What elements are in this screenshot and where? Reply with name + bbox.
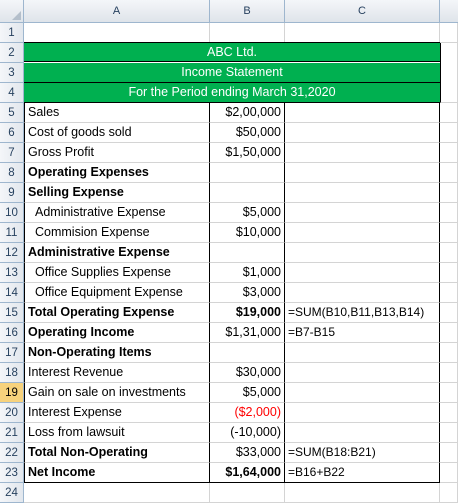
formula-note[interactable]: =B7-B15 — [285, 323, 440, 343]
line-item-value[interactable] — [210, 163, 285, 183]
row-header-10[interactable]: 10 — [0, 203, 24, 223]
formula-note[interactable] — [285, 123, 440, 143]
column-header-bar — [0, 0, 458, 23]
cell-d-empty[interactable] — [440, 363, 458, 383]
formula-note[interactable]: =SUM(B18:B21) — [285, 443, 440, 463]
cell-d-empty[interactable] — [440, 403, 458, 423]
formula-note[interactable]: =B16+B22 — [285, 463, 440, 483]
row-header-18[interactable]: 18 — [0, 363, 24, 383]
cell-c1[interactable] — [285, 23, 440, 43]
line-item-label[interactable]: Net Income — [24, 463, 210, 483]
line-item-value[interactable]: $1,000 — [210, 263, 285, 283]
line-item-value[interactable] — [210, 243, 285, 263]
row-header-17[interactable]: 17 — [0, 343, 24, 363]
cell-b1[interactable] — [210, 23, 285, 43]
formula-note[interactable] — [285, 183, 440, 203]
line-item-label[interactable]: Commision Expense — [24, 223, 210, 243]
cell-d-empty[interactable] — [440, 443, 458, 463]
cell-d-empty[interactable] — [440, 343, 458, 363]
formula-note[interactable] — [285, 243, 440, 263]
cell-d-empty[interactable] — [440, 223, 458, 243]
line-item-label[interactable]: Sales — [24, 103, 210, 123]
row-header-2[interactable]: 2 — [0, 43, 24, 63]
line-item-value[interactable]: $5,000 — [210, 383, 285, 403]
column-header-b[interactable]: B — [210, 0, 285, 23]
row-header-9[interactable]: 9 — [0, 183, 24, 203]
column-header-d[interactable] — [440, 0, 458, 23]
line-item-label[interactable]: Total Operating Expense — [24, 303, 210, 323]
column-header-a[interactable]: A — [24, 0, 210, 23]
cell-a24[interactable] — [24, 483, 210, 503]
cell-d-empty[interactable] — [440, 283, 458, 303]
row-header-19[interactable]: 19 — [0, 383, 24, 403]
line-item-label[interactable]: Gross Profit — [24, 143, 210, 163]
row-header-23[interactable]: 23 — [0, 463, 24, 483]
cell-d-empty[interactable] — [440, 143, 458, 163]
cell-d24[interactable] — [440, 483, 458, 503]
company-name-cell[interactable]: ABC Ltd. — [24, 42, 440, 62]
row-header-14[interactable]: 14 — [0, 283, 24, 303]
row-header-5[interactable]: 5 — [0, 103, 24, 123]
cell-d1[interactable] — [440, 23, 458, 43]
cell-d-empty[interactable] — [440, 383, 458, 403]
cell-d-empty[interactable] — [440, 183, 458, 203]
cell-d-empty[interactable] — [440, 123, 458, 143]
row-header-24[interactable]: 24 — [0, 483, 24, 503]
cell-d-empty[interactable] — [440, 323, 458, 343]
formula-note[interactable] — [285, 223, 440, 243]
formula-note[interactable] — [285, 263, 440, 283]
line-item-value[interactable]: $33,000 — [210, 443, 285, 463]
line-item-value[interactable]: ($2,000) — [210, 403, 285, 423]
cell-d-empty[interactable] — [440, 203, 458, 223]
line-item-label[interactable]: Operating Expenses — [24, 163, 210, 183]
formula-note[interactable] — [285, 423, 440, 443]
cell-c24[interactable] — [285, 483, 440, 503]
formula-note[interactable] — [285, 343, 440, 363]
line-item-value[interactable] — [210, 183, 285, 203]
line-item-label[interactable]: Loss from lawsuit — [24, 423, 210, 443]
line-item-value[interactable]: $3,000 — [210, 283, 285, 303]
line-item-value[interactable]: $19,000 — [210, 303, 285, 323]
formula-note[interactable] — [285, 383, 440, 403]
line-item-value[interactable]: $10,000 — [210, 223, 285, 243]
formula-note[interactable] — [285, 203, 440, 223]
statement-title-cell[interactable]: Income Statement — [24, 63, 440, 83]
line-item-value[interactable]: $1,50,000 — [210, 143, 285, 163]
row-header-11[interactable]: 11 — [0, 223, 24, 243]
line-item-value[interactable]: $2,00,000 — [210, 103, 285, 123]
cell-d-empty[interactable] — [440, 243, 458, 263]
row-header-4[interactable]: 4 — [0, 83, 24, 103]
row-header-8[interactable]: 8 — [0, 163, 24, 183]
line-item-value[interactable]: (-10,000) — [210, 423, 285, 443]
line-item-label[interactable]: Selling Expense — [24, 183, 210, 203]
line-item-value[interactable] — [210, 343, 285, 363]
cell-d-empty[interactable] — [440, 303, 458, 323]
row-header-1[interactable]: 1 — [0, 23, 24, 43]
row-header-20[interactable]: 20 — [0, 403, 24, 423]
line-item-label[interactable]: Interest Revenue — [24, 363, 210, 383]
line-item-label[interactable]: Gain on sale on investments — [24, 383, 210, 403]
cell-d-empty[interactable] — [440, 263, 458, 283]
formula-note[interactable] — [285, 403, 440, 423]
cell-a1[interactable] — [24, 23, 210, 43]
row-header-6[interactable]: 6 — [0, 123, 24, 143]
cell-d-empty[interactable] — [440, 463, 458, 483]
formula-note[interactable] — [285, 103, 440, 123]
cell-d-empty[interactable] — [440, 423, 458, 443]
line-item-label[interactable]: Non-Operating Items — [24, 343, 210, 363]
line-item-label[interactable]: Interest Expense — [24, 403, 210, 423]
row-header-22[interactable]: 22 — [0, 443, 24, 463]
line-item-label[interactable]: Office Supplies Expense — [24, 263, 210, 283]
cell-d2-d4[interactable] — [440, 43, 458, 103]
line-item-value[interactable]: $50,000 — [210, 123, 285, 143]
formula-note[interactable]: =SUM(B10,B11,B13,B14) — [285, 303, 440, 323]
line-item-label[interactable]: Administrative Expense — [24, 243, 210, 263]
line-item-value[interactable]: $1,31,000 — [210, 323, 285, 343]
line-item-value[interactable]: $5,000 — [210, 203, 285, 223]
line-item-label[interactable]: Cost of goods sold — [24, 123, 210, 143]
line-item-value[interactable]: $30,000 — [210, 363, 285, 383]
line-item-label[interactable]: Office Equipment Expense — [24, 283, 210, 303]
cell-d-empty[interactable] — [440, 163, 458, 183]
row-header-13[interactable]: 13 — [0, 263, 24, 283]
select-all-corner[interactable] — [0, 0, 24, 23]
select-all-triangle-icon — [12, 11, 21, 20]
formula-note[interactable] — [285, 143, 440, 163]
line-item-value[interactable]: $1,64,000 — [210, 463, 285, 483]
line-item-label[interactable]: Operating Income — [24, 323, 210, 343]
formula-note[interactable] — [285, 363, 440, 383]
row-header-7[interactable]: 7 — [0, 143, 24, 163]
cell-b24[interactable] — [210, 483, 285, 503]
column-header-c[interactable]: C — [285, 0, 440, 23]
row-header-21[interactable]: 21 — [0, 423, 24, 443]
row-header-15[interactable]: 15 — [0, 303, 24, 323]
row-header-12[interactable]: 12 — [0, 243, 24, 263]
line-item-label[interactable]: Total Non-Operating — [24, 443, 210, 463]
formula-note[interactable] — [285, 163, 440, 183]
period-cell[interactable]: For the Period ending March 31,2020 — [24, 83, 440, 103]
formula-note[interactable] — [285, 283, 440, 303]
line-item-label[interactable]: Administrative Expense — [24, 203, 210, 223]
row-header-16[interactable]: 16 — [0, 323, 24, 343]
cell-d-empty[interactable] — [440, 103, 458, 123]
row-header-3[interactable]: 3 — [0, 63, 24, 83]
